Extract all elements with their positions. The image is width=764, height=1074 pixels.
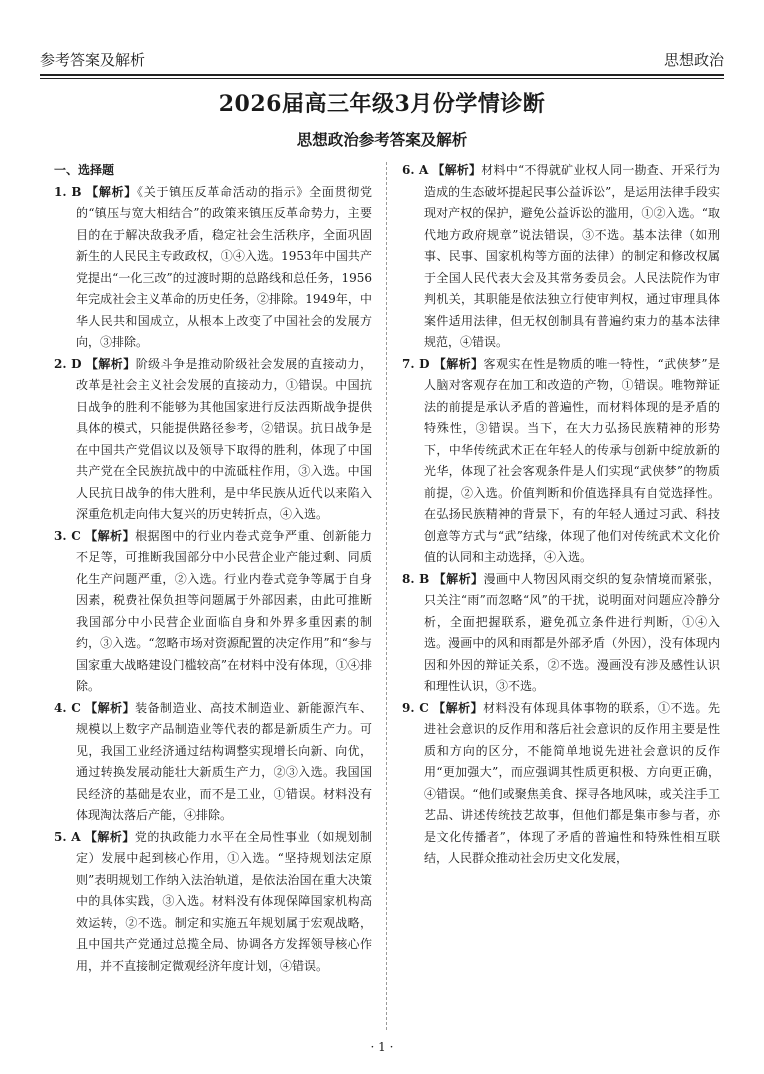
item-text: 党的执政能力水平在全局性事业（如规划制定）发展中起到核心作用，①入选。“坚持规划法定原则”表明规划工作纳入法治轨道，是依法治国在重大决策中的具体实践，③入选。材料没有体现保障国家机构高效运转，②不选。制定和实施五年规划属于宏观战略，且中国共产党通过总揽全局、协调各方发挥领导核心作用，并不直接制定微观经济年度计划，④错误。 [76,829,372,973]
section-heading: 一、选择题 [54,163,115,177]
document-subtitle: 思想政治参考答案及解析 [296,130,468,149]
item-number: 2. D [54,356,82,371]
header-rule [40,74,724,76]
answer-item-5 [54,827,372,978]
item-tag: 【解析】 [85,356,136,371]
item-number: 8. B [402,571,430,586]
item-text: 材料中“不得就矿业权人同一勘查、开采行为造成的生态破坏提起民事公益诉讼”，是运用法律手段实现对产权的保护，避免公益诉讼的滥用，①②入选。“取代地方政府规章”说法错误，③不选。基本法律（如刑事、民事、国家机构等方面的法律）的制定和修改权属于全国人民代表大会及其常务委员会。人民法院作为审判机关，其职能是依法独立行使审判权，通过审理具体案件适用法律，但无权创制具有普遍约束力的基本法律规范，④错误。 [424,163,720,349]
page-header [40,44,724,74]
item-text: 阶级斗争是推动阶级社会发展的直接动力，改革是社会主义社会发展的直接动力，①错误。中国抗日战争的胜利不能够为其他国家进行反法西斯战争提供具体的模式，只能提供路径参考，②错误。抗日战争是在中国共产党倡议以及领导下取得的胜利，体现了中国共产党在全民族抗战中的中流砥柱作用，③入选。中国人民抗日战争的伟大胜利，是中华民族从近代以来陷入深重危机走向伟大复兴的历史转折点，④入选。 [76,356,372,521]
answer-item-3 [54,526,372,698]
answer-item-2 [54,354,372,526]
item-tag: 【解析】 [433,571,484,586]
answer-item-9 [402,698,720,870]
item-tag: 【解析】 [85,528,136,543]
item-number: 7. D [402,356,430,371]
item-tag: 【解析】 [85,700,136,715]
item-text: 《关于镇压反革命活动的指示》全面贯彻党的“镇压与宽大相结合”的政策来镇压反革命势力，主要目的在于解决敌我矛盾，稳定社会生活秩序，全面巩固新生的人民民主专政政权，①④入选。1953年中国共产党提出“一化三改”的过渡时期的总路线和总任务，1956年完成社会主义革命的历史任务，②排除。1949年，中华人民共和国成立，从根本上改变了中国社会的发展方向，③排除。 [76,184,372,349]
answer-item-8 [402,569,720,698]
header-subject-label: 思想政治 [663,50,724,69]
item-text: 客观实在性是物质的唯一特性，“武侠梦”是人脑对客观存在加工和改造的产物，①错误。唯物辩证法的前提是承认矛盾的普遍性，而材料体现的是矛盾的特殊性，③错误。当下，在大力弘扬民族精神的形势下，中华传统武术正在年轻人的传承与创新中绽放新的光华，体现了社会客观条件是人们实现“武侠梦”的物质前提，②入选。价值判断和价值选择具有自觉选择性。在弘扬民族精神的背景下，有的年轻人通过习武、科技创意等方式与“武”结缘，体现了他们对传统武术文化价值的认同和主动选择，④入选。 [424,356,720,564]
column-divider [386,162,387,1030]
item-tag: 【解析】 [432,163,482,177]
item-text: 根据图中的行业内卷式竞争严重、创新能力不足等，可推断我国部分中小民营企业产能过剩、同质化生产问题严重，②入选。行业内卷式竞争等属于自身因素，税费社保负担等问题属于外部因素，由此可推断我国部分中小民营企业面临自身和外界多重因素的制约，③入选。“忽略市场对资源配置的决定作用”和“参与国家重大战略建设门槛较高”在材料中没有体现，①④排除。 [76,528,372,693]
item-text: 材料没有体现具体事物的联系，①不选。先进社会意识的反作用和落后社会意识的反作用主要是性质和方向的区分，不能简单地说先进社会意识的反作用“更加强大”，而应强调其性质更积极、方向更正确，④错误。“他们或聚焦美食、探寻各地风味，或关注手工艺品、讲述传统技艺故事，但他们都是集市参与者，亦是文化传播者”，体现了矛盾的普遍性和特殊性相互联结，人民群众推动社会历史文化发展， [424,700,720,865]
item-number: 3. C [54,528,81,543]
item-tag: 【解析】 [84,829,135,844]
item-tag: 【解析】 [86,184,138,199]
answer-item-7 [402,354,720,569]
document-title: 2026届高三年级3月份学情诊断 [218,91,546,117]
left-column [54,160,372,977]
header-rule-thin [40,78,724,79]
item-tag: 【解析】 [433,356,484,371]
page-number: · 1 · [370,1040,394,1054]
item-number: 5. A [54,829,81,844]
item-text: 装备制造业、高技术制造业、新能源汽车、规模以上数字产品制造业等代表的都是新质生产力。可见，我国工业经济通过结构调整实现增长向新、向优，通过转换发展动能壮大新质生产力，②③入选。我国国民经济的基础是农业，而不是工业，①错误。材料没有体现淘汰落后产能，④排除。 [76,700,372,822]
header-left-label: 参考答案及解析 [40,50,146,69]
answer-item-4 [54,698,372,827]
item-number: 9. C [402,700,429,715]
right-column [402,160,720,870]
item-tag: 【解析】 [433,700,484,715]
item-text: 漫画中人物因风雨交织的复杂情境而紧张，只关注“雨”而忽略“风”的干扰，说明面对问题应冷静分析，全面把握联系，避免孤立条件进行判断，①④入选。漫画中的风和雨都是外部矛盾（外因），没有体现内因和外因的辩证关系，②不选。漫画没有涉及感性认识和理性认识，③不选。 [424,571,720,693]
answer-item-6 [402,160,720,354]
item-number: 6. A [402,163,429,177]
answer-item-1 [54,182,372,354]
item-number: 4. C [54,700,81,715]
item-number: 1. B [54,184,82,199]
